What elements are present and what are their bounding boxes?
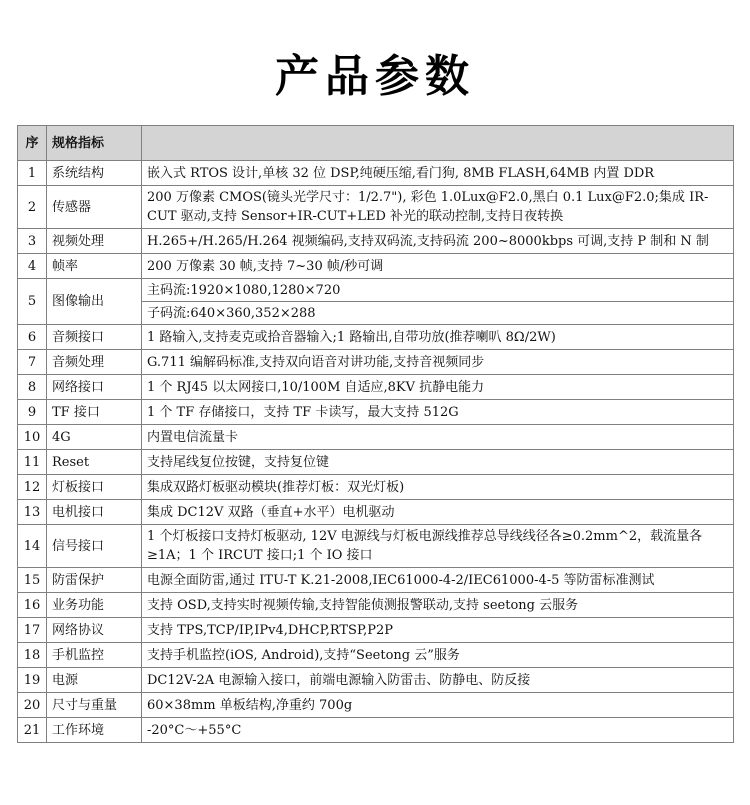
page-title: 产品参数 — [275, 51, 475, 102]
row-value: 支持尾线复位按键，支持复位键 — [142, 450, 734, 475]
row-value: 1 个 RJ45 以太网接口,10/100M 自适应,8KV 抗静电能力 — [142, 375, 734, 400]
row-num: 3 — [18, 229, 47, 254]
table-row — [18, 350, 734, 375]
row-num: 21 — [18, 718, 47, 743]
row-num: 20 — [18, 693, 47, 718]
table-row — [18, 593, 734, 618]
row-name: 音频处理 — [47, 350, 142, 375]
table-row — [18, 279, 734, 302]
table-row — [18, 718, 734, 743]
spec-table — [17, 125, 734, 743]
row-value-sub: 子码流:640×360,352×288 — [142, 302, 734, 325]
table-row — [18, 229, 734, 254]
row-name: 音频接口 — [47, 325, 142, 350]
row-name: 工作环境 — [47, 718, 142, 743]
row-num: 7 — [18, 350, 47, 375]
row-num: 13 — [18, 500, 47, 525]
row-num: 10 — [18, 425, 47, 450]
row-num: 18 — [18, 643, 47, 668]
row-num: 9 — [18, 400, 47, 425]
table-row — [18, 668, 734, 693]
row-num: 5 — [18, 279, 47, 325]
row-name: 4G — [47, 425, 142, 450]
table-row — [18, 693, 734, 718]
row-value: 1 个 TF 存储接口，支持 TF 卡读写，最大支持 512G — [142, 400, 734, 425]
row-num: 12 — [18, 475, 47, 500]
row-name: 网络接口 — [47, 375, 142, 400]
row-name: 灯板接口 — [47, 475, 142, 500]
row-value: DC12V-2A 电源输入接口，前端电源输入防雷击、防静电、防反接 — [142, 668, 734, 693]
table-row — [18, 425, 734, 450]
table-row — [18, 325, 734, 350]
row-name: 防雷保护 — [47, 568, 142, 593]
row-value: 集成 DC12V 双路（垂直+水平）电机驱动 — [142, 500, 734, 525]
row-num: 4 — [18, 254, 47, 279]
row-num: 16 — [18, 593, 47, 618]
header-name: 规格指标 — [47, 126, 142, 161]
row-num: 14 — [18, 525, 47, 568]
row-name: 手机监控 — [47, 643, 142, 668]
table-row — [18, 500, 734, 525]
table-header-row — [18, 126, 734, 161]
row-name: 系统结构 — [47, 161, 142, 186]
row-num: 19 — [18, 668, 47, 693]
row-name: TF 接口 — [47, 400, 142, 425]
row-value: 电源全面防雷,通过 ITU-T K.21-2008,IEC61000-4-2/IEC61000-4-5 等防雷标准测试 — [142, 568, 734, 593]
table-row — [18, 375, 734, 400]
row-value: 集成双路灯板驱动模块(推荐灯板：双光灯板) — [142, 475, 734, 500]
row-name: 图像输出 — [47, 279, 142, 325]
header-value — [142, 126, 734, 161]
table-row — [18, 618, 734, 643]
row-num: 8 — [18, 375, 47, 400]
row-name: Reset — [47, 450, 142, 475]
row-value: G.711 编解码标准,支持双向语音对讲功能,支持音视频同步 — [142, 350, 734, 375]
row-name: 信号接口 — [47, 525, 142, 568]
row-name: 业务功能 — [47, 593, 142, 618]
row-num: 6 — [18, 325, 47, 350]
header-num: 序 — [18, 126, 47, 161]
table-row — [18, 450, 734, 475]
row-num: 17 — [18, 618, 47, 643]
row-value: -20°C～+55°C — [142, 718, 734, 743]
row-name: 传感器 — [47, 186, 142, 229]
row-value: 200 万像素 CMOS(镜头光学尺寸：1/2.7"), 彩色 1.0Lux@F2.0,黑白 0.1 Lux@F2.0;集成 IR-CUT 驱动,支持 Sensor+IR-CUT+LED 补光的联动控制,支持日夜转换 — [142, 186, 734, 229]
table-row — [18, 525, 734, 568]
table-row — [18, 568, 734, 593]
row-num: 11 — [18, 450, 47, 475]
table-row — [18, 475, 734, 500]
row-num: 15 — [18, 568, 47, 593]
row-value: 嵌入式 RTOS 设计,单核 32 位 DSP,纯硬压缩,看门狗, 8MB FLASH,64MB 内置 DDR — [142, 161, 734, 186]
row-value: H.265+/H.265/H.264 视频编码,支持双码流,支持码流 200~8000kbps 可调,支持 P 制和 N 制 — [142, 229, 734, 254]
row-value: 支持手机监控(iOS, Android),支持“Seetong 云”服务 — [142, 643, 734, 668]
table-row — [18, 400, 734, 425]
row-value: 支持 OSD,支持实时视频传输,支持智能侦测报警联动,支持 seetong 云服务 — [142, 593, 734, 618]
row-value: 支持 TPS,TCP/IP,IPv4,DHCP,RTSP,P2P — [142, 618, 734, 643]
table-row — [18, 161, 734, 186]
table-row — [18, 186, 734, 229]
table-row — [18, 643, 734, 668]
row-value: 1 个灯板接口支持灯板驱动, 12V 电源线与灯板电源线推荐总导线线径各≥0.2mm^2，载流量各≥1A；1 个 IRCUT 接口;1 个 IO 接口 — [142, 525, 734, 568]
row-name: 视频处理 — [47, 229, 142, 254]
row-name: 帧率 — [47, 254, 142, 279]
row-name: 网络协议 — [47, 618, 142, 643]
row-value: 1 路输入,支持麦克或拾音器输入;1 路输出,自带功放(推荐喇叭 8Ω/2W) — [142, 325, 734, 350]
row-value: 内置电信流量卡 — [142, 425, 734, 450]
row-name: 电机接口 — [47, 500, 142, 525]
row-value: 200 万像素 30 帧,支持 7~30 帧/秒可调 — [142, 254, 734, 279]
row-value: 60×38mm 单板结构,净重约 700g — [142, 693, 734, 718]
row-num: 1 — [18, 161, 47, 186]
table-row — [18, 254, 734, 279]
row-name: 电源 — [47, 668, 142, 693]
row-num: 2 — [18, 186, 47, 229]
row-value: 主码流:1920×1080,1280×720 — [142, 279, 734, 302]
row-name: 尺寸与重量 — [47, 693, 142, 718]
